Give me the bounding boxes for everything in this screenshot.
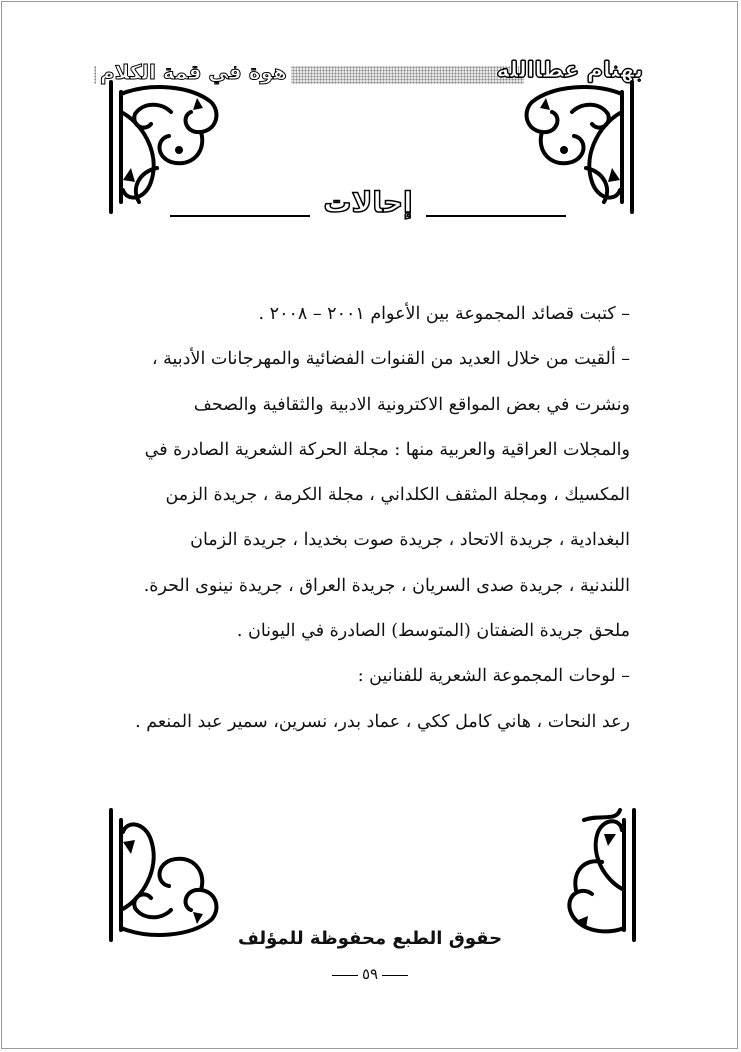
page-title: إحالات	[323, 186, 413, 219]
floral-ornament-icon	[564, 800, 709, 950]
page-number-dash	[382, 975, 408, 976]
title-block	[170, 186, 566, 226]
paragraph-line: – كتبت قصائد المجموعة بين الأعوام ٢٠٠١ – ٢٠٠٨ .	[258, 304, 630, 324]
paragraph-line: والمجلات العراقية والعربية منها : مجلة الحركة الشعرية الصادرة في	[144, 439, 630, 460]
title-rule-left	[170, 215, 310, 217]
paragraph-line: المكسيك ، ومجلة المثقف الكلداني ، مجلة الكرمة ، جريدة الزمن	[165, 485, 630, 506]
paragraph-line: – لوحات المجموعة الشعرية للفنانين :	[357, 666, 630, 687]
title-rule-right	[426, 215, 566, 217]
page-number-value: ٥٩	[361, 965, 379, 983]
paragraph-line: ونشرت في بعض المواقع الاكترونية الادبية والثقافية والصحف	[193, 394, 630, 415]
paragraph-line: ملحق جريدة الضفتان (المتوسط) الصادرة في اليونان .	[236, 621, 630, 642]
header-book-title: هوة في قمة الكلام	[96, 60, 291, 84]
copyright-notice: حقوق الطبع محفوظة للمؤلف	[237, 928, 503, 949]
header-author: بهنام عطاالله	[496, 58, 643, 83]
paragraph-line: اللندنية ، جريدة صدى السريان ، جريدة العراق ، جريدة نينوى الحرة.	[143, 575, 630, 596]
page-number-dash	[332, 975, 358, 976]
body-text	[100, 292, 630, 745]
page-number	[310, 965, 430, 983]
paragraph-line: – ألقيت من خلال العديد من القنوات الفضائية والمهرجانات الأدبية ،	[151, 349, 630, 370]
paragraph-line: البغدادية ، جريدة الاتحاد ، جريدة صوت بخديدا ، جريدة الزمان	[190, 530, 630, 551]
floral-ornament-icon	[86, 800, 231, 950]
paragraph-line: رعد النحات ، هاني كامل ككي ، عماد بدر، نسرين، سمير عبد المنعم .	[135, 711, 630, 732]
